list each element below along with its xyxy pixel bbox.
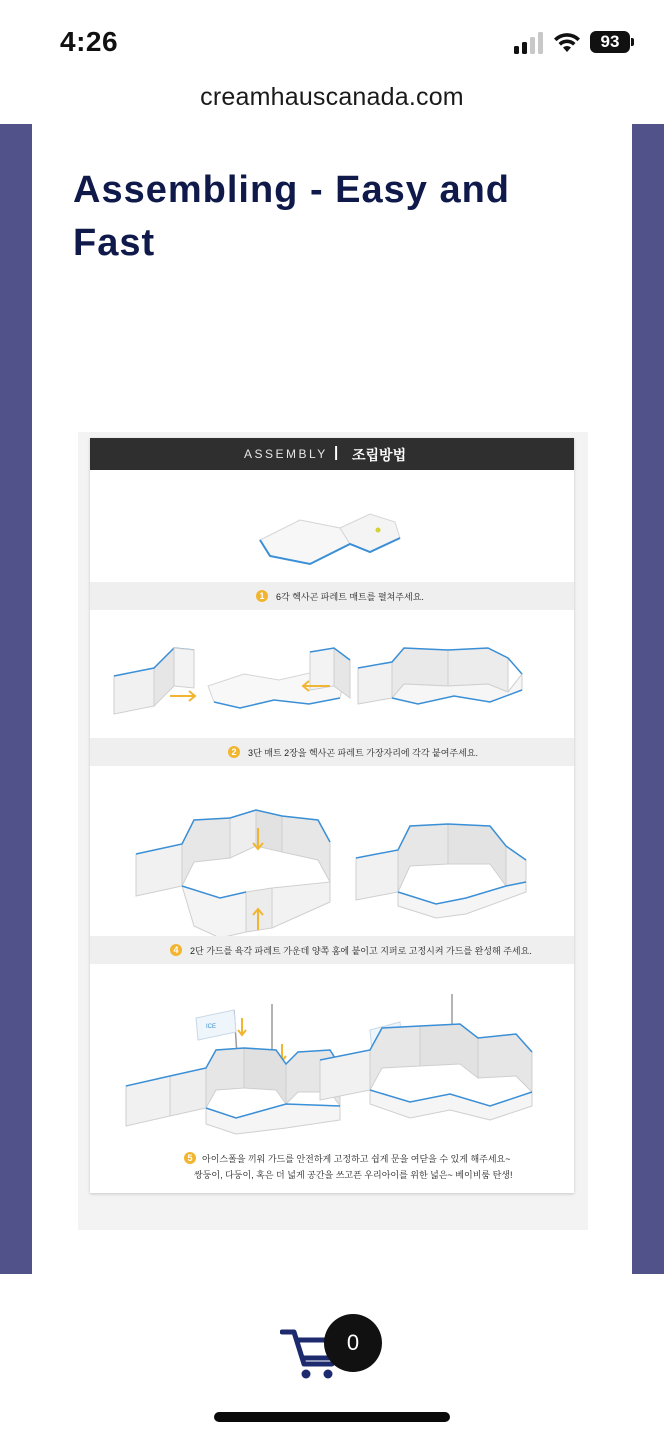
step-2-caption-bar <box>90 738 574 766</box>
page-title: Assembling - Easy and Fast <box>73 169 511 264</box>
bottom-bar <box>0 1274 664 1440</box>
step-5-illustration <box>90 964 574 1146</box>
url-text[interactable]: creamhauscanada.com <box>200 83 464 111</box>
assembly-header-english: ASSEMBLY <box>244 447 328 461</box>
step-1-caption: 6각 헥사곤 파레트 매트를 펼쳐주세요. <box>276 592 424 602</box>
status-time: 4:26 <box>60 26 119 57</box>
status-bar <box>0 0 664 80</box>
step-5-caption-bar <box>90 1146 574 1193</box>
step-1-illustration <box>90 470 574 582</box>
content-card <box>32 124 632 1274</box>
cart-count-badge[interactable]: 0 <box>324 1314 382 1372</box>
step-5-caption-line-2: 쌍둥이, 다둥이, 혹은 더 넓게 공간을 쓰고픈 우리아이를 위한 넓은~ 베이비룸 탄생! <box>194 1170 513 1180</box>
assembly-header <box>90 438 574 470</box>
step-4-panel <box>90 766 574 936</box>
step-2-panel <box>90 610 574 738</box>
svg-text:ICE: ICE <box>206 1024 217 1030</box>
step-5-panel <box>90 964 574 1146</box>
step-1-caption-bar <box>90 582 574 610</box>
assembly-sheet <box>90 438 574 1193</box>
home-indicator[interactable] <box>214 1412 450 1422</box>
step-5-caption: 아이스폴을 끼워 가드를 안전하게 고정하고 쉽게 문을 여닫을 수 있게 해주세요~ <box>202 1154 511 1164</box>
address-bar[interactable] <box>0 80 664 125</box>
step-2-caption: 3단 매트 2장을 헥사곤 파레트 가장자리에 각각 붙여주세요. <box>248 748 478 758</box>
signal-icon <box>514 32 546 54</box>
step-1-number: 1 <box>256 590 268 602</box>
step-5-number: 5 <box>184 1152 196 1164</box>
page-background <box>0 124 664 1274</box>
step-4-caption-bar <box>90 936 574 964</box>
step-2-number: 2 <box>228 746 240 758</box>
assembly-instructions-image <box>78 432 588 1230</box>
assembly-header-korean: 조립방법 <box>352 447 407 463</box>
wifi-icon <box>552 30 582 54</box>
step-2-illustration <box>90 610 574 738</box>
step-1-panel <box>90 470 574 582</box>
step-4-caption: 2단 가드를 육각 파레트 가운데 양쪽 홈에 붙이고 지퍼로 고정시켜 가드를 완성해 주세요. <box>190 946 532 956</box>
assembly-header-divider: | <box>334 444 339 461</box>
step-4-number: 4 <box>170 944 182 956</box>
step-4-illustration <box>90 766 574 936</box>
battery-icon: 93 <box>590 31 630 53</box>
